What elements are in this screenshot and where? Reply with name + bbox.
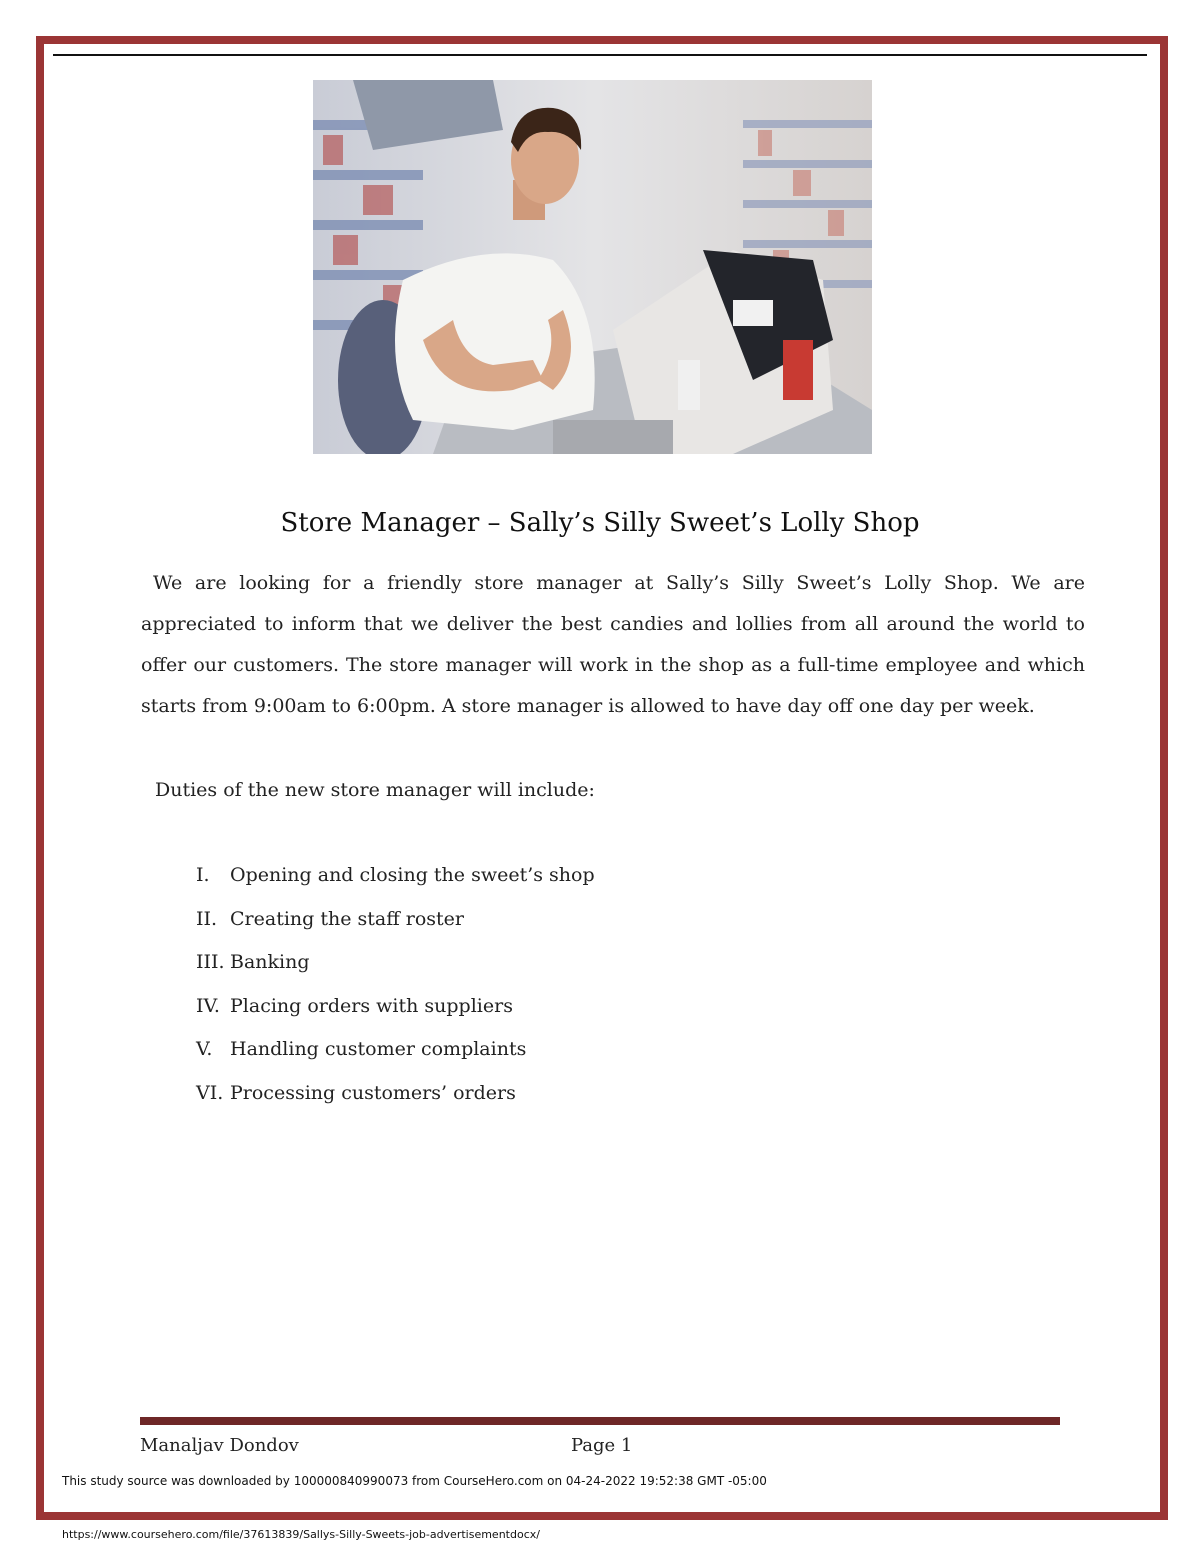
list-item-number: IV.	[196, 994, 220, 1017]
footer-author: Manaljav Dondov	[140, 1435, 299, 1456]
duties-intro: Duties of the new store manager will include:	[155, 779, 595, 801]
list-item-number: I.	[196, 864, 210, 886]
list-item-number: V.	[196, 1038, 213, 1060]
download-source-note: This study source was downloaded by 100000840990073 from CourseHero.com on 04-24-2022 19:52:38 GMT -05:00	[62, 1474, 767, 1488]
list-item-text: Processing customers’ orders	[230, 1081, 516, 1104]
list-item	[196, 995, 595, 1039]
list-item-text: Creating the staff roster	[230, 907, 464, 930]
footer-page-number: Page 1	[571, 1435, 633, 1456]
source-url[interactable]: https://www.coursehero.com/file/37613839/Sallys-Silly-Sweets-job-advertisementdocx/	[62, 1528, 540, 1541]
list-item	[196, 908, 595, 952]
list-item-text: Banking	[230, 951, 310, 973]
list-item	[196, 1038, 595, 1082]
footer-rule	[140, 1417, 1060, 1425]
list-item-number: II.	[196, 907, 218, 930]
document-title: Store Manager – Sally’s Silly Sweet’s Lolly Shop	[280, 508, 920, 538]
list-item-text: Handling customer complaints	[230, 1038, 527, 1060]
duties-list	[196, 864, 595, 1125]
intro-paragraph: We are looking for a friendly store manager at Sally’s Silly Sweet’s Lolly Shop. We are appreciated to inform that we deliver the best candies and lollies from all around the world to offer our customers. The store manager will work in the shop as a full-time employee and which starts from 9:00am to 6:00pm. A store manager is allowed to have day off one day per week.	[141, 572, 1085, 717]
list-item-text: Opening and closing the sweet’s shop	[230, 864, 595, 886]
list-item	[196, 1082, 595, 1126]
list-item-text: Placing orders with suppliers	[230, 994, 513, 1017]
store-manager-photo	[313, 80, 872, 454]
list-item	[196, 864, 595, 908]
header-rule	[53, 54, 1147, 56]
list-item	[196, 951, 595, 995]
list-item-number: III.	[196, 951, 225, 973]
list-item-number: VI.	[196, 1081, 224, 1104]
